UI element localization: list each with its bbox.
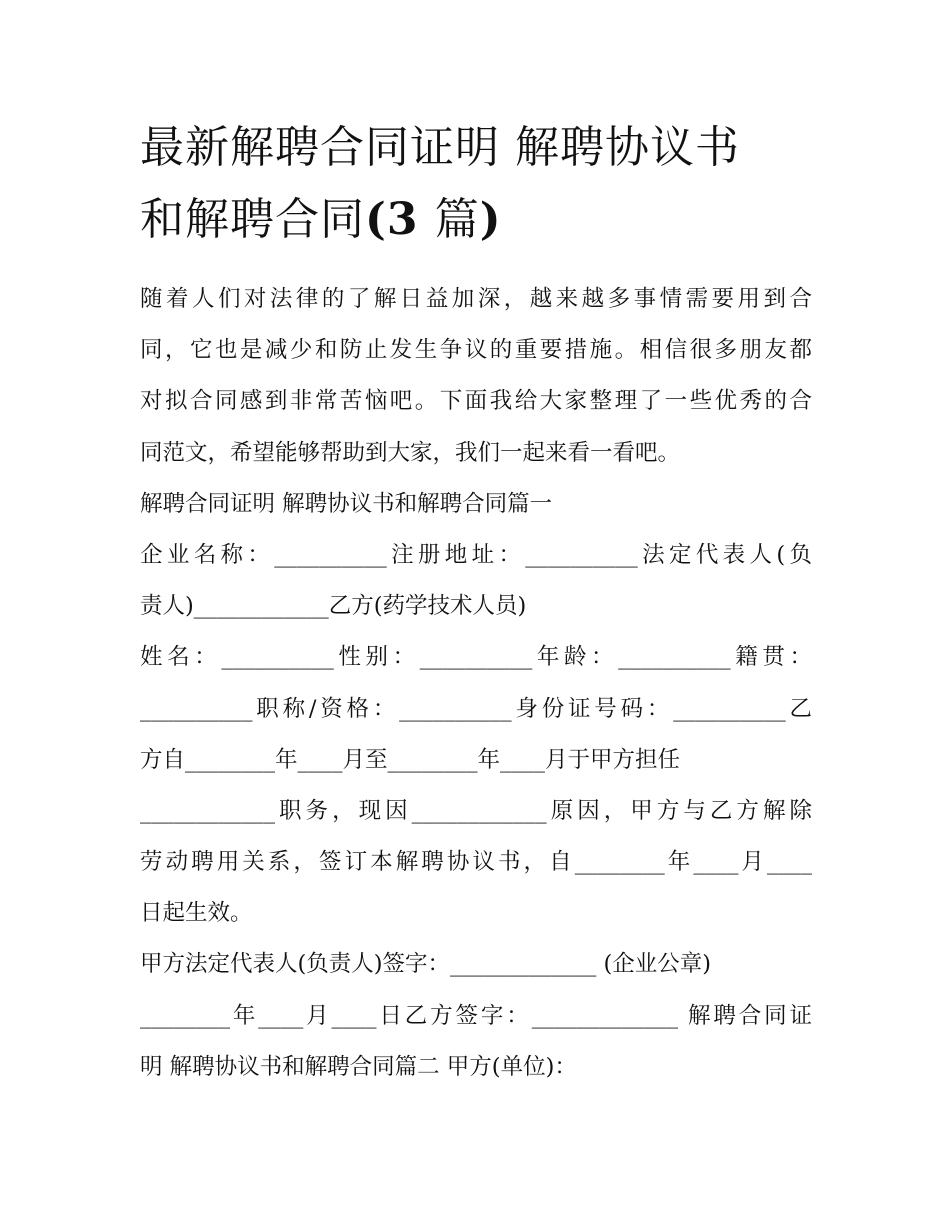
signature-line: 甲方法定代表人(负责人)签字：_____________ (企业公章) [140, 951, 712, 978]
intro-line: 同范文，希望能够帮助到大家，我们一起来看一看吧。 [140, 439, 681, 466]
form-line: 日起生效。 [140, 900, 253, 927]
body-text [140, 274, 812, 1093]
intro-line: 随着人们对法律的了解日益加深，越来越多事情需要用到合 [140, 286, 812, 312]
form-line: 方自________年____月至________年____月于甲方担任 [140, 746, 681, 773]
page-title [140, 112, 820, 256]
form-line: 责人)____________乙方(药学技术人员) [140, 593, 527, 620]
section-heading: 解聘合同证明 解聘协议书和解聘合同篇一 [140, 490, 553, 517]
title-count-open: (3 [365, 194, 435, 245]
title-line-2-text: 和解聘合同 [140, 194, 365, 245]
section-heading: 明 解聘协议书和解聘合同篇二 甲方(单位)： [140, 1053, 577, 1080]
title-line-1: 最新解聘合同证明 解聘协议书 [140, 122, 740, 173]
form-line: 企业名称：__________注册地址：__________法定代表人(负 [140, 541, 812, 568]
intro-line: 对拟合同感到非常苦恼吧。下面我给大家整理了一些优秀的合 [140, 388, 812, 415]
signature-line: ________年____月____日乙方签字：_____________ 解聘合同证 [140, 1002, 812, 1029]
title-count-unit: 篇 [434, 194, 480, 245]
form-line: 劳动聘用关系，签订本解聘协议书，自________年____月____ [140, 849, 812, 876]
form-line: 姓名：__________性别：__________年龄：__________籍贯： [140, 644, 812, 671]
form-line: __________职称/资格：__________身份证号码：__________乙 [140, 695, 812, 722]
form-line: ____________职务，现因____________原因，甲方与乙方解除 [140, 797, 812, 824]
title-count-close: ) [479, 194, 502, 245]
intro-line: 同，它也是减少和防止发生争议的重要措施。相信很多朋友都 [140, 337, 812, 364]
